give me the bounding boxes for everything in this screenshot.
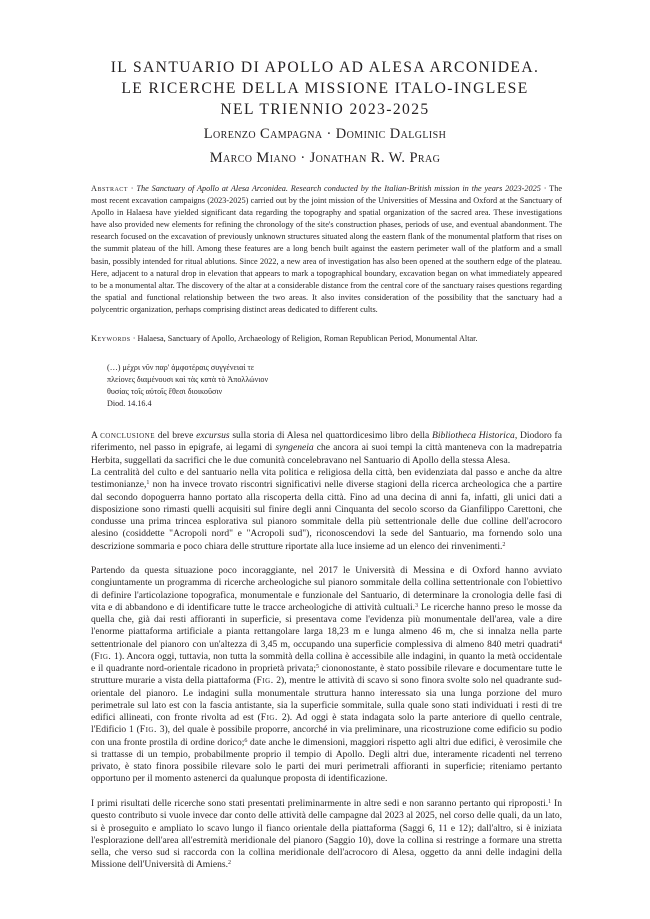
abstract: Abstract · The Sanctuary of Apollo at Alesa Arconidea. Research conducted by the Italian-British mission in the years 2023-2025 · The most recent excavation campaigns (2023-2025) carried out by the joint mission of the Universities of Messina and Oxford at the Sanctuary of Apollo in Halaesa have yielded significant data regarding the topography and spatial organization of the sacred area. These investigations have also provided new elements for refining the chronology of the site's construction phases, periods of use, and eventual abandonment. The research focused on the excavation of previously unknown structures situated along the eastern flank of the monumental platform that rises on the summit plateau of the hill. Among these features are a long bench built against the eastern perimeter wall of the platform and a small basin, possibly intended for ritual ablutions. Since 2022, a new area of investigation has also been opened at the southern edge of the plateau. Here, adjacent to a natural drop in elevation that appears to mark a topographical boundary, excavation began on what immediately appeared to be a monumental altar. The discovery of the altar at a considerable distance from the central core of the sanctuary raises questions regarding the spatial and functional relationship between the two areas. It also invites consideration of the possibility that the sanctuary had a polycentric organization, perhaps comprising distinct areas dedicated to different cults. bbox=[91, 184, 562, 314]
footnote-ref[interactable]: 2 bbox=[227, 860, 231, 867]
p1-text-a: del breve bbox=[155, 430, 197, 441]
article-title-line-3: NEL TRIENNIO 2023-2025 bbox=[220, 101, 430, 118]
article-title-line-1: IL SANTUARIO DI APOLLO AD ALESA ARCONIDEA. bbox=[110, 59, 540, 76]
p3-text-g: 2). Ad oggi è stata indagata solo la parte anteriore di quello centrale, l'Edificio 1 ( bbox=[91, 712, 562, 736]
footnote-ref[interactable]: 2 bbox=[502, 541, 506, 548]
abstract-title: The Sanctuary of Apollo at Alesa Arconidea. Research conducted by the Italian-British mission in the years 2023-2025 bbox=[136, 184, 541, 193]
footnote-ref[interactable]: 6 bbox=[244, 737, 248, 744]
epigraph-line-1: (…) μέχρι νῦν παρ' ἀμφοτέραις συγγένειαί τε bbox=[107, 363, 255, 372]
epigraph bbox=[107, 362, 268, 410]
p1-italic-excursus: excursus bbox=[196, 430, 230, 441]
p4-text-b: In questo contributo si vuole invece dar conto delle attività delle campagne dal 2023 al 2025, nel corso delle quali, da un lato, si è proseguito e ampliato lo scavo lungo il fianco orientale della piattaforma (Saggi 6, 11 e 12); dall'altro, si è iniziata l'esplorazione dell'area all'estremità meridionale del pianoro (Saggio 10), dove la collina si restringe a formare una stretta sella, che verso sud si raccorda con la collina meridionale dell'acrocoro di Alesa, oggetto da anni delle indagini della Missione dell'Università di Amiens. bbox=[91, 798, 562, 871]
epigraph-line-2: πλείονες διαμένουσι καὶ τὰς κατὰ τὸ Ἀπολλώνιον bbox=[107, 375, 269, 385]
p1-text-d: che ancora ai suoi tempi la città manteneva con la madrepatria Herbita, suggellati da sacrifici che le due comunità concelebravano nel Santuario di Apollo della stessa Alesa. bbox=[91, 442, 562, 466]
p3-text-a: Partendo da questa situazione poco incoraggiante, nel 2017 le Università di Messina e di Oxford hanno avviato congiuntamente un programma di ricerche archeologiche sul pianoro sommitale della collina settentrionale con l'obiettivo di definire l'articolazione topografica, monumentale e funzionale del Santuario, di determinare la cronologia delle fasi di vita e di abbandono e di identificare tutte le tracce archeologiche di attività cultuali. bbox=[91, 565, 562, 613]
p4-text-a: I primi risultati delle ricerche sono stati presentati preliminarmente in altre sedi e non saranno pertanto qui riproposti. bbox=[91, 798, 549, 809]
figure-ref[interactable]: Fig. bbox=[256, 675, 274, 687]
authors-line-2: Marco Miano · Jonathan R. W. Prag bbox=[209, 150, 441, 166]
article-title-line-2: LE RICERCHE DELLA MISSIONE ITALO-INGLESE bbox=[121, 80, 529, 97]
p2-text-b: non ha invece trovato riscontri significativi nelle diverse stagioni della ricerca archeologica che a partire dal secondo dopoguerra hanno portato alla riscoperta della città. Fino ad una decina di anni fa, infatti, gli unici dati a disposizione sono rimasti quelli acquisiti sul finire degli anni Cinquanta del secolo scorso da Gianfilippo Carettoni, che condusse una prima trincea esplorativa sul pianoro sommitale della più settentrionale delle due colline dell'acrocoro alesino (cosiddette "Acropoli nord" e "Acropoli sud"), riconoscendovi la sede del Santuario, ma fornendo solo una descrizione sommaria e poco chiara delle strutture riportate alla luce insieme ad un elenco dei rinvenimenti. bbox=[91, 479, 562, 552]
p1-text-b: sulla storia di Alesa nel quattordicesimo libro della bbox=[229, 430, 432, 441]
keywords-text: Halaesa, Sanctuary of Apollo, Archaeology of Religion, Roman Republican Period, Monumental Altar. bbox=[137, 334, 478, 343]
paragraph-1 bbox=[91, 430, 562, 467]
p1-italic-bibliotheca: Bibliotheca Historica bbox=[432, 430, 515, 441]
p3-text-d: 1). Ancora oggi, tuttavia, non tutta la sommità della collina è accessibile alle indagini, in quanto la metà occidentale e il quadrante nord-orientale ricadono in proprietà privata; bbox=[91, 650, 562, 674]
p3-text-h: 3), del quale è possibile proporre, ancorché in via preliminare, una ricostruzione come edificio su podio con una fronte prostila di ordine dorico; bbox=[91, 724, 562, 748]
p1-lead: A bbox=[91, 430, 101, 441]
paragraph-3 bbox=[91, 565, 562, 786]
figure-ref[interactable]: Fig. bbox=[139, 724, 157, 736]
keywords: Keywords · Halaesa, Sanctuary of Apollo, Archaeology of Religion, Roman Republican Period, Monumental Altar. bbox=[91, 334, 478, 343]
abstract-label: Abstract bbox=[91, 184, 128, 193]
footnote-ref[interactable]: 3 bbox=[415, 602, 419, 609]
epigraph-source: Diod. 14.16.4 bbox=[107, 399, 152, 409]
footnote-ref[interactable]: 1 bbox=[548, 799, 552, 805]
p3-text-i: date anche le dimensioni, maggiori rispetto agli altri due edifici, è verosimile che si trattasse di un tempio, probabilmente proprio il tempio di Apollo. Degli altri due, interamente ricadenti nel terreno privato, è stato finora possibile rilevare solo le parti dei muri perimetrali affioranti in superficie; riteniamo pertanto opportuno per il momento astenerci da qualunque proposta di identificazione. bbox=[91, 736, 562, 785]
authors-line-1: Lorenzo Campagna · Dominic Dalglish bbox=[203, 126, 447, 142]
p3-text-b: Le ricerche hanno preso le mosse da quella che, già dai resti affioranti in superficie, si presentava come l'evidenza più monumentale dell'area, vale a dire l'enorme piattaforma artificiale a pianta rettangolare larga 18,23 m e lunga almeno 46 m, che si innalza nella parte settentrionale del pianoro con un'altezza di 3,45 m, occupando una superficie complessiva di almeno 840 metri quadrati bbox=[91, 601, 562, 650]
p2-text-a: La centralità del culto e del santuario nella vita politica e religiosa della città, ben evidenziata dal passo e anche da altre testimonianze, bbox=[91, 467, 562, 491]
p3-text-e: ciononostante, è stato possibile rilevare e documentare tutte le strutture murarie a vista della piattaforma ( bbox=[91, 663, 563, 687]
p3-text-f: 2), mentre le attività di scavo si sono finora svolte solo nel quadrante sud-orientale del pianoro. Le indagini sulla monumentale struttura hanno interessato sia una lunga porzione del muro perimetrale sul lato est con la fascia antistante, sia la superficie sommitale, sulla quale sono stati individuati i resti di tre edifici allineati, con fronte rivolta ad est ( bbox=[91, 675, 562, 723]
p3-text-c: ( bbox=[91, 650, 95, 662]
p1-italic-syngeneia: syngeneia bbox=[275, 442, 314, 454]
footnote-ref[interactable]: 5 bbox=[316, 664, 320, 670]
epigraph-line-3: θυσίας τοῖς αὐτοῖς ἔθεσι διοικοῦσιν bbox=[107, 387, 223, 397]
keywords-label: Keywords bbox=[91, 334, 131, 343]
paragraph-2 bbox=[91, 467, 562, 553]
p1-small-caps: conclusione bbox=[100, 430, 156, 441]
p1-text-c: , Diodoro fa riferimento, nel passo in epigrafe, ai legami di bbox=[91, 430, 562, 454]
figure-ref[interactable]: Fig. bbox=[94, 650, 112, 662]
abstract-text: The most recent excavation campaigns (2023-2025) carried out by the joint mission of the Universities of Messina and Oxford at the Sanctuary of Apollo in Halaesa have yielded significant data regarding the topography and spatial organization of the sacred area. These investigations have also provided new elements for refining the chronology of the site's construction phases, periods of use, and eventual abandonment. The research focused on the excavation of previously unknown structures situated along the eastern flank of the monumental platform that rises on the summit plateau of the hill. Among these features are a long bench built against the eastern perimeter wall of the platform and a small basin, possibly intended for ritual ablutions. Since 2022, a new area of investigation has also been opened at the southern edge of the plateau. Here, adjacent to a natural drop in elevation that appears to mark a topographical boundary, excavation began on what immediately appeared to be a monumental altar. The discovery of the altar at a considerable distance from the central core of the sanctuary raises questions regarding the spatial and functional relationship between the two areas. It also invites consideration of the possibility that the sanctuary had a polycentric organization, perhaps comprising distinct areas dedicated to different cults. bbox=[91, 184, 562, 314]
figure-ref[interactable]: Fig. bbox=[260, 712, 278, 723]
footnote-ref[interactable]: 4 bbox=[559, 639, 562, 646]
paragraph-4 bbox=[91, 798, 562, 872]
footnote-ref[interactable]: 1 bbox=[146, 480, 150, 487]
